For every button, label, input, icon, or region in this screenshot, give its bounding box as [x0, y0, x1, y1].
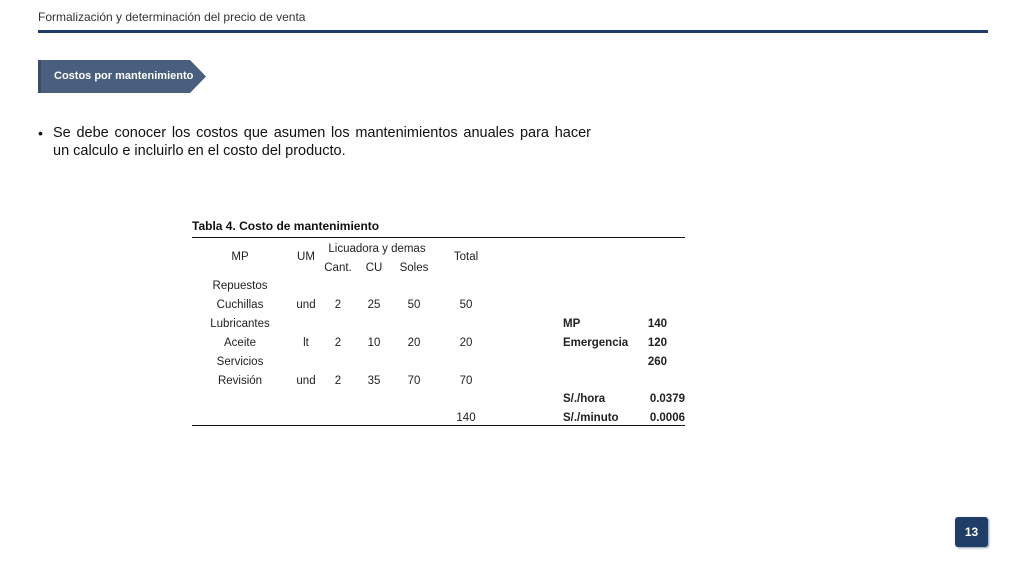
table-row-mp: Revisión — [217, 375, 263, 387]
table-row-mp: Cuchillas — [216, 299, 264, 311]
table-row-total: 70 — [459, 375, 473, 387]
table-row-total: 50 — [459, 299, 473, 311]
table-row-um: lt — [303, 337, 309, 349]
header-um: UM — [297, 251, 315, 263]
summary-value: 140 — [647, 318, 667, 330]
table-top-rule — [192, 237, 685, 238]
table-caption: Tabla 4. Costo de mantenimiento — [192, 219, 380, 233]
table-bottom-rule — [192, 425, 685, 426]
section-tag-label: Costos por mantenimiento — [54, 70, 194, 82]
table-row-cu: 10 — [367, 337, 381, 349]
table-row-cu: 35 — [367, 375, 381, 387]
grand-total: 140 — [456, 412, 476, 424]
table-row-cant: 2 — [334, 299, 342, 311]
summary-label: S/./minuto — [563, 412, 619, 424]
summary-label: Emergencia — [563, 337, 629, 349]
header-total: Total — [453, 251, 479, 263]
table-row-mp: Repuestos — [212, 280, 268, 292]
header-cant: Cant. — [324, 262, 352, 274]
summary-value: 120 — [647, 337, 667, 349]
summary-label: MP — [563, 318, 581, 330]
bullet-dot-icon: • — [38, 125, 43, 141]
summary-value: 0.0006 — [649, 412, 685, 424]
table-row-mp: Servicios — [216, 356, 264, 368]
bullet-text: Se debe conocer los costos que asumen los mantenimientos anuales para hacer un calculo e incluirlo en el costo del producto. — [53, 125, 591, 159]
summary-value: 0.0379 — [649, 393, 685, 405]
table-row-mp: Lubricantes — [210, 318, 270, 330]
summary-value: 260 — [647, 356, 667, 368]
table-row-mp: Aceite — [224, 337, 256, 349]
header-title: Formalización y determinación del precio de venta — [38, 10, 306, 24]
section-tag — [38, 60, 206, 93]
table-row-cu: 25 — [367, 299, 381, 311]
header-soles: Soles — [399, 262, 429, 274]
table-row-total: 20 — [459, 337, 473, 349]
table-row-um: und — [296, 299, 316, 311]
table-row-cant: 2 — [334, 375, 342, 387]
header-divider — [38, 30, 988, 33]
header-cu: CU — [365, 262, 383, 274]
header-group: Licuadora y demas — [328, 243, 426, 255]
table-row-cant: 2 — [334, 337, 342, 349]
summary-label: S/./hora — [563, 393, 606, 405]
table-row-soles: 70 — [407, 375, 421, 387]
table-row-soles: 20 — [407, 337, 421, 349]
table-row-um: und — [296, 375, 316, 387]
header-mp: MP — [231, 251, 249, 263]
table-row-soles: 50 — [407, 299, 421, 311]
page-number-badge: 13 — [955, 517, 988, 547]
